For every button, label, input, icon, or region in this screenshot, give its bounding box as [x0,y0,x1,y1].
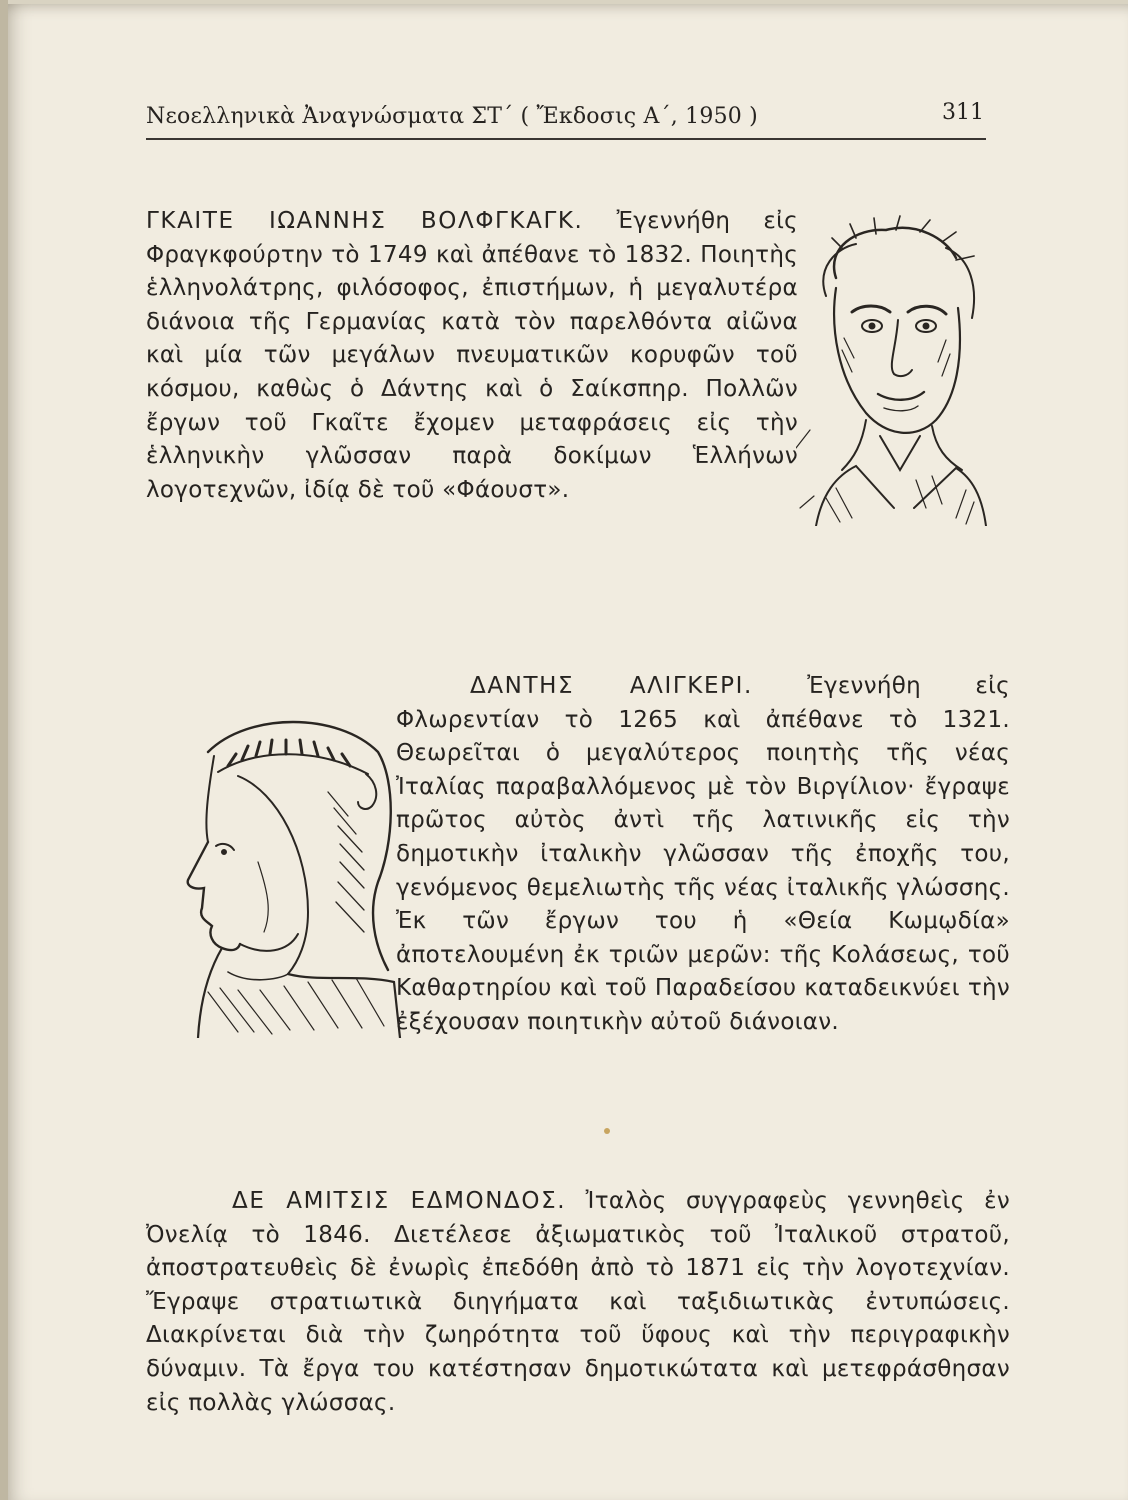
running-header [146,100,986,140]
entry-dante [396,670,1010,1040]
book-spine-edge [0,0,8,1500]
printing-speck [604,1128,610,1134]
entry-goethe [146,205,798,507]
entry-text: Ἐγεννήθη εἰς Φραγκφούρτην τὸ 1749 καὶ ἀπέθανε τὸ 1832. Ποιητὴς ἑλληνολάτρης, φιλόσοφος, ἐπιστήμων, ἡ μεγαλυτέρα διάνοια τῆς Γερμανίας κατὰ τὸν παρελθόντα αἰῶνα καὶ μία τῶν μεγάλων πνευματικῶν κορυφῶν τοῦ κόσμου, καθὼς ὁ Δάντης καὶ ὁ Σαίκσπηρ. Πολλῶν ἔργων τοῦ Γκαῖτε ἔχομεν μεταφράσεις εἰς τὴν ἑλληνικὴν γλῶσσαν παρὰ δοκίμων Ἑλλήνων λογοτεχνῶν, ἰδίᾳ δὲ τοῦ «Φάουστ». [146,208,798,503]
goethe-portrait-icon [796,208,1008,526]
header-title: Νεοελληνικὰ Ἀναγνώσματα ΣΤ΄ ( Ἔκδοσις Α΄, 1950 ) [146,104,758,129]
entry-name: ΓΚΑΙΤΕ ΙΩΑΝΝΗΣ ΒΟΛΦΓΚΑΓΚ. [146,208,584,234]
entry-de-amicis [146,1185,1010,1420]
entry-name: ΔΕ ΑΜΙΤΣΙΣ ΕΔΜΟΝΔΟΣ. [232,1188,567,1214]
dante-portrait-icon [168,712,404,1038]
entry-text: Ἐγεννήθη εἰς Φλωρεντίαν τὸ 1265 καὶ ἀπέθανε τὸ 1321. Θεωρεῖται ὁ μεγαλύτερος ποιητὴς τῆς νέας Ἰταλίας παραβαλλόμενος μὲ τὸν Βιργίλιον· ἔγραψε πρῶτος αὐτὸς ἀντὶ τῆς λατινικῆς εἰς τὴν δημοτικὴν ἰταλικὴν γλῶσσαν τῆς ἐποχῆς του, γενόμενος θεμελιωτὴς τῆς νέας ἰταλικῆς γλώσσης. Ἐκ τῶν ἔργων του ἡ «Θεία Κωμῳδία» ἀποτελουμένη ἐκ τριῶν μερῶν: τῆς Κολάσεως, τοῦ Καθαρτηρίου καὶ τοῦ Παραδείσου καταδεικνύει τὴν ἐξέχουσαν ποιητικὴν αὐτοῦ διάνοιαν. [396,673,1010,1035]
entry-name: ΔΑΝΤΗΣ ΑΛΙΓΚΕΡΙ. [470,673,753,699]
page-number: 311 [942,100,984,125]
entry-text: Ἰταλὸς συγγραφεὺς γεννηθεὶς ἐν Ὀνελίᾳ τὸ 1846. Διετέλεσε ἀξιωματικὸς τοῦ Ἰταλικοῦ στρατοῦ, ἀποστρατευθεὶς δὲ ἐνωρὶς ἐπεδόθη ἀπὸ τὸ 1871 εἰς τὴν λογοτεχνίαν. Ἔγραψε στρατιωτικὰ διηγήματα καὶ ταξιδιωτικὰς ἐντυπώσεις. Διακρίνεται διὰ τὴν ζωηρότητα τοῦ ὕφους καὶ τὴν περιγραφικὴν δύναμιν. Τὰ ἔργα του κατέστησαν δημοτικώτατα καὶ μετεφράσθησαν εἰς πολλὰς γλώσσας. [146,1188,1010,1416]
header-rule [146,138,986,140]
